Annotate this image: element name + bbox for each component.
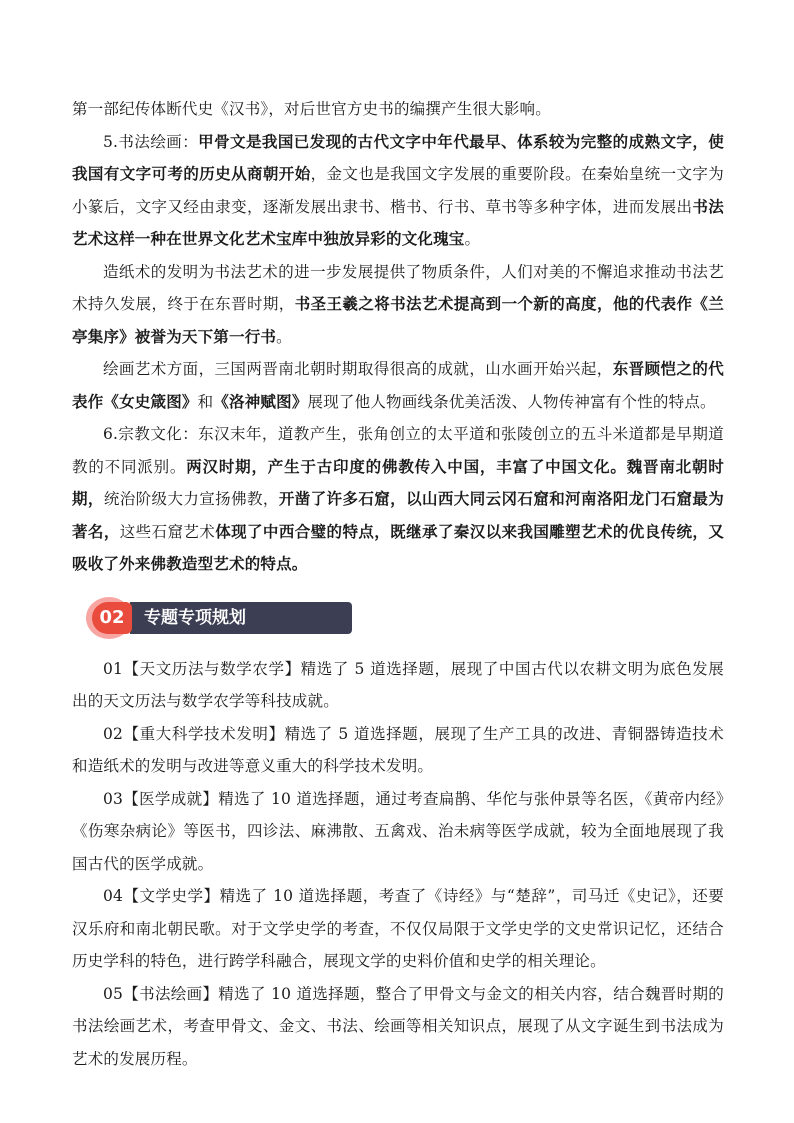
body-text-top [72, 93, 724, 581]
text-run: 展现了他人物画线条优美活泼、人物传神富有个性的特点。 [307, 392, 716, 411]
text-run: 统治阶级大力宣扬佛教， [103, 490, 279, 508]
section-number: 02 [92, 602, 132, 634]
bold-text-run: 体现了中西合璧的特点， [215, 521, 391, 541]
text-run: 第一部纪传体断代史《汉书》，对后世官方史书的编撰产生很大影响。 [72, 100, 551, 118]
paragraph [72, 256, 724, 354]
paragraph [72, 978, 724, 1076]
paragraph [72, 126, 724, 256]
paragraph [72, 783, 724, 881]
text-run: 绘画艺术方面，三国两晋南北朝时期取得很高的成就，山水画开始兴起， [103, 360, 613, 378]
bold-text-run: 书法艺术这样一种在世界文化艺术宝库中独放异彩的文化瑰宝 [72, 196, 724, 248]
document-content [72, 93, 724, 1075]
text-run: 和 [197, 392, 214, 411]
text-run: 。 [464, 230, 481, 248]
paragraph [72, 353, 724, 418]
paragraph [72, 880, 724, 978]
paragraph [72, 718, 724, 783]
text-run: 6.宗教文化：东汉末年，道教产生，张角创立的太平道和张陵创立的五斗米道都是早期道教的不同派别。 [72, 425, 724, 476]
text-run: 05【书法绘画】精选了 10 道选择题，整合了甲骨文与金文的相关内容，结合魏晋时期的书法绘画艺术，考查甲骨文、金文、书法、绘画等相关知识点，展现了从文字诞生到书法成为艺术的发展历程。 [72, 984, 724, 1068]
bold-text-run: 既继承了秦汉以来我国雕塑艺术的优良传统，又吸收了外来佛教造型艺术的特点。 [72, 521, 725, 573]
text-run: 02【重大科学技术发明】精选了 5 道选择题，展现了生产工具的改进、青铜器铸造技术和造纸术的发明与改进等意义重大的科学技术发明。 [72, 724, 724, 775]
bold-text-run: 甲骨文是我国已发现的古代文字中年代最早、体系较为完整的成熟文字，使我国有文字可考的历史从商朝开始 [72, 131, 724, 183]
body-text-bottom [72, 653, 724, 1076]
paragraph [72, 418, 724, 581]
text-run: 04【文学史学】精选了 10 道选择题，考查了《诗经》与“楚辞”，司马迁《史记》，还要汉乐府和南北朝民歌。对于文学史学的考查，不仅仅局限于文学史学的文史常识记忆，还结合历史学科的特色，进行跨学科融合，展现文学的史料价值和史学的相关理论。 [72, 887, 724, 970]
section-heading [72, 595, 724, 641]
text-run: 01【天文历法与数学农学】精选了 5 道选择题，展现了中国古代以农耕文明为底色发展出的天文历法与数学农学等科技成就。 [72, 659, 724, 710]
paragraph [72, 653, 724, 718]
paragraph [72, 93, 724, 126]
text-run: ，金文也是我国文字发展的重要阶段。在秦始皇统一文字为小篆后，文字又经由隶变，逐渐发展出隶书、楷书、行书、草书等多种字体，进而发展出 [72, 165, 724, 216]
bold-text-run: 东晋顾恺之的代表作《女史箴图》 [72, 359, 724, 411]
bold-text-run: 《洛神赋图》 [213, 391, 308, 411]
text-run: 5.书法绘画： [103, 132, 199, 151]
text-run: 造纸术的发明为书法艺术的进一步发展提供了物质条件，人们对美的不懈追求推动书法艺术持久发展，终于在东晋时期， [72, 262, 724, 313]
text-run: 。 [276, 327, 292, 346]
bold-text-run: 开凿了许多石窟，以山西大同云冈石窟和河南洛阳龙门石窟最为著名， [72, 489, 725, 541]
text-run: 这些石窟艺术 [119, 522, 216, 541]
section-title: 专题专项规划 [130, 602, 352, 634]
bold-text-run: 两汉时期，产生于古印度的佛教传入中国，丰富了中国文化。魏晋南北朝时期， [72, 456, 725, 508]
bold-text-run: 书圣王羲之将书法艺术提高到一个新的高度，他的代表作《兰亭集序》被誉为天下第一行书 [72, 294, 724, 346]
text-run: 03【医学成就】精选了 10 道选择题，通过考查扁鹊、华佗与张仲景等名医，《黄帝内经》《伤寒杂病论》等医书，四诊法、麻沸散、五禽戏、治未病等医学成就，较为全面地展现了我国古代的医学成就。 [72, 789, 724, 873]
